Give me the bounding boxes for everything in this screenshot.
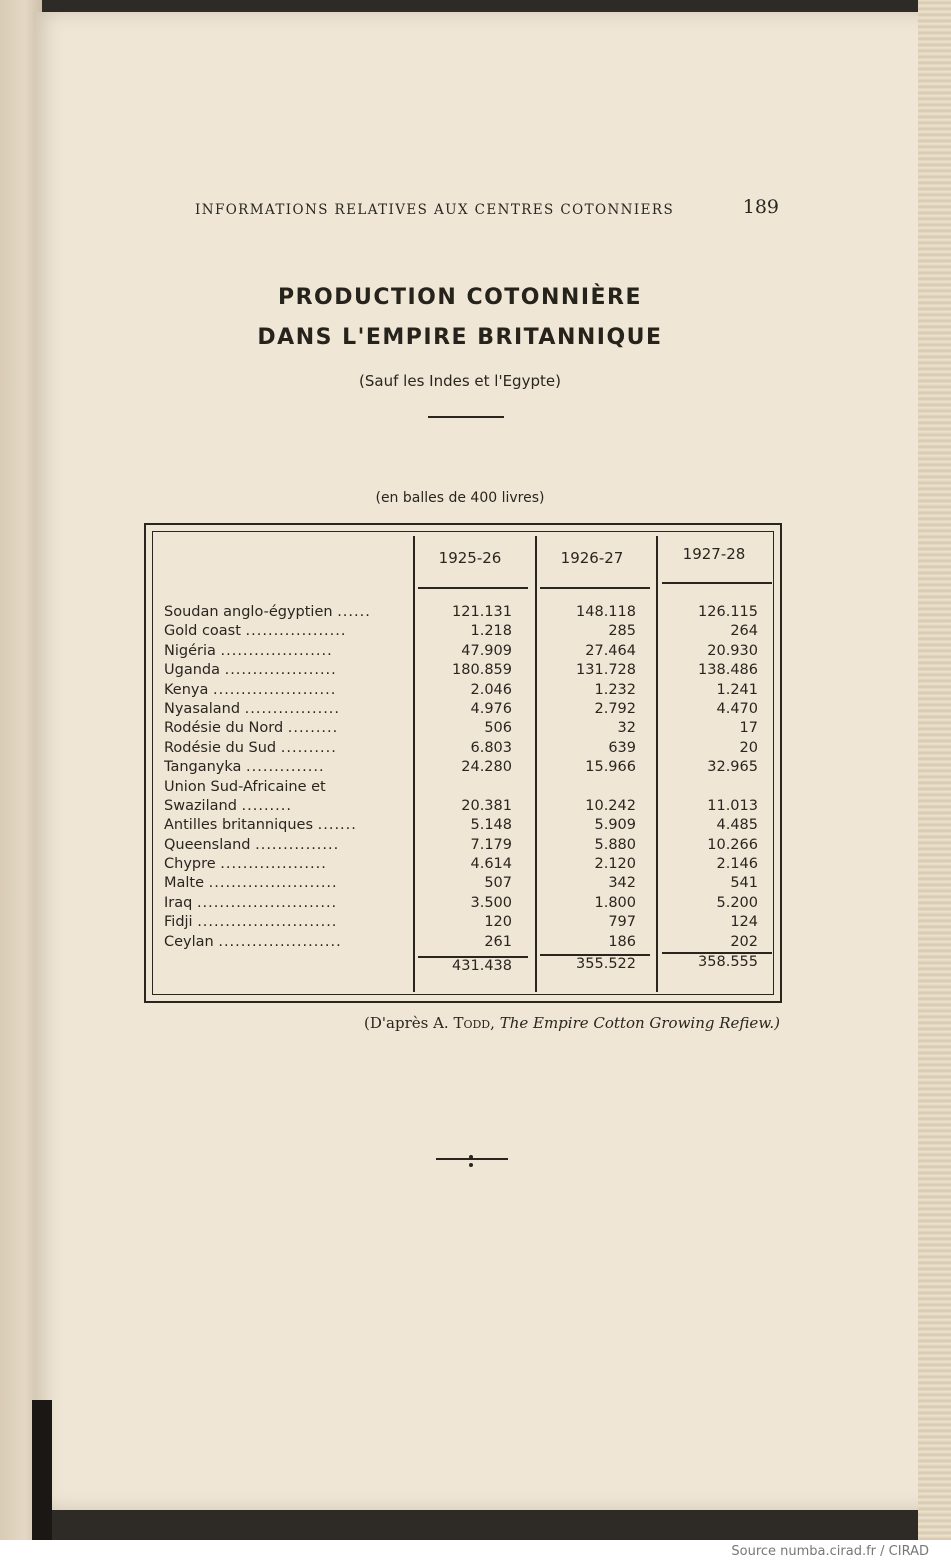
cell-1926-27: 2.120 <box>594 856 636 873</box>
cell-1925-26: 5.148 <box>470 817 512 834</box>
cell-1925-26: 47.909 <box>461 642 512 659</box>
cell-1926-27: 10.242 <box>585 797 636 814</box>
cell-1925-26: 6.803 <box>470 739 512 756</box>
row-label: Rodésie du Sud .......... <box>164 739 337 756</box>
cell-1925-26: 120 <box>484 914 512 931</box>
total-1925-26: 431.438 <box>452 958 512 974</box>
cell-1926-27: 285 <box>608 623 636 640</box>
cell-1926-27: 5.909 <box>594 817 636 834</box>
row-label: Malte ....................... <box>164 875 338 892</box>
row-label: Iraq ......................... <box>164 894 338 911</box>
row-label: Union Sud-Africaine et Swaziland ......... <box>164 778 326 814</box>
table-row <box>164 622 784 641</box>
column-header-1927-28: 1927-28 <box>682 545 746 563</box>
row-label: Kenya ...................... <box>164 681 337 698</box>
table-row <box>164 661 784 680</box>
cell-1926-27: 15.966 <box>585 759 636 776</box>
cell-1925-26: 2.046 <box>470 681 512 698</box>
column-header-1926-27: 1926-27 <box>560 549 624 567</box>
cell-1926-27: 639 <box>608 739 636 756</box>
table-row <box>164 913 784 932</box>
table-row <box>164 719 784 738</box>
cell-1927-28: 264 <box>730 623 758 640</box>
bookmark-ribbon <box>32 1400 52 1540</box>
cell-1926-27: 27.464 <box>585 642 636 659</box>
page-number: 189 <box>742 196 779 218</box>
source-citation <box>200 1014 780 1032</box>
row-label: Uganda .................... <box>164 662 337 679</box>
cell-1926-27: 2.792 <box>594 700 636 717</box>
cell-1925-26: 1.218 <box>470 623 512 640</box>
end-ornament-dot <box>469 1163 473 1167</box>
row-label: Nyasaland ................. <box>164 700 341 717</box>
table-row <box>164 816 784 835</box>
cell-1926-27: 5.880 <box>594 836 636 853</box>
table-row <box>164 778 784 817</box>
row-label: Fidji ......................... <box>164 914 338 931</box>
cell-1926-27: 148.118 <box>576 604 636 620</box>
end-ornament-dot <box>469 1155 473 1159</box>
row-label: Gold coast .................. <box>164 623 347 640</box>
table-row <box>164 758 784 777</box>
table-row <box>164 700 784 719</box>
source-publication: The Empire Cotton Growing Refiew.) <box>499 1014 780 1032</box>
title-line-1: PRODUCTION COTONNIÈRE <box>277 285 643 310</box>
cell-1926-27: 1.232 <box>594 681 636 698</box>
source-credit: Source numba.cirad.fr / CIRAD <box>731 1544 929 1559</box>
subtitle: (Sauf les Indes et l'Egypte) <box>359 372 561 390</box>
cell-1927-28: 11.013 <box>707 797 758 814</box>
cell-1927-28: 202 <box>730 933 758 950</box>
table-row <box>164 642 784 661</box>
cell-1925-26: 121.131 <box>452 604 512 620</box>
cell-1926-27: 32 <box>617 720 636 737</box>
total-1926-27: 355.522 <box>576 956 636 972</box>
cell-1927-28: 1.241 <box>716 681 758 698</box>
table-row <box>164 855 784 874</box>
table-row <box>164 681 784 700</box>
cell-1925-26: 4.976 <box>470 700 512 717</box>
table-row <box>164 836 784 855</box>
cell-1927-28: 126.115 <box>698 604 758 620</box>
source-prefix: (D'après A. <box>364 1014 449 1032</box>
cell-1926-27: 131.728 <box>576 662 636 679</box>
cell-1927-28: 541 <box>730 875 758 892</box>
cell-1927-28: 2.146 <box>716 856 758 873</box>
row-label: Chypre ................... <box>164 856 327 873</box>
cell-1925-26: 3.500 <box>470 894 512 911</box>
row-label: Nigéria .................... <box>164 642 333 659</box>
cell-1927-28: 4.470 <box>716 700 758 717</box>
header-underline <box>662 582 772 584</box>
column-header-1925-26: 1925-26 <box>438 549 502 567</box>
table-row <box>164 739 784 758</box>
cell-1925-26: 507 <box>484 875 512 892</box>
cell-1927-28: 5.200 <box>716 894 758 911</box>
total-1927-28: 358.555 <box>698 954 758 970</box>
cell-1925-26: 20.381 <box>461 797 512 814</box>
cell-1927-28: 10.266 <box>707 836 758 853</box>
cell-1927-28: 4.485 <box>716 817 758 834</box>
cell-1927-28: 20 <box>739 739 758 756</box>
cell-1925-26: 4.614 <box>470 856 512 873</box>
cell-1926-27: 186 <box>608 933 636 950</box>
row-label: Antilles britanniques ....... <box>164 817 357 834</box>
cell-1927-28: 20.930 <box>707 642 758 659</box>
cell-1926-27: 342 <box>608 875 636 892</box>
cell-1927-28: 138.486 <box>698 662 758 679</box>
cell-1925-26: 24.280 <box>461 759 512 776</box>
running-head: INFORMATIONS RELATIVES AUX CENTRES COTONNIERS <box>195 202 675 218</box>
title-divider <box>428 416 504 418</box>
table-body <box>164 603 784 952</box>
cell-1926-27: 797 <box>608 914 636 931</box>
right-page-edge <box>918 0 951 1540</box>
cell-1925-26: 180.859 <box>452 662 512 679</box>
cell-1927-28: 124 <box>730 914 758 931</box>
cell-1927-28: 32.965 <box>707 759 758 776</box>
row-label: Queensland ............... <box>164 836 340 853</box>
row-label: Rodésie du Nord ......... <box>164 720 339 737</box>
source-author: Todd, <box>453 1014 495 1032</box>
header-underline <box>418 587 528 589</box>
title-line-2: DANS L'EMPIRE BRITANNIQUE <box>257 325 663 350</box>
page-header <box>195 196 785 226</box>
cell-1925-26: 506 <box>484 720 512 737</box>
row-label: Tanganyka .............. <box>164 759 325 776</box>
cell-1925-26: 261 <box>484 933 512 950</box>
unit-note: (en balles de 400 livres) <box>375 490 545 506</box>
cell-1926-27: 1.800 <box>594 894 636 911</box>
row-label: Ceylan ...................... <box>164 933 342 950</box>
row-label: Soudan anglo-égyptien ...... <box>164 604 371 620</box>
table-row <box>164 933 784 952</box>
cell-1927-28: 17 <box>739 720 758 737</box>
table-row <box>164 894 784 913</box>
table-row <box>164 603 784 622</box>
cell-1925-26: 7.179 <box>470 836 512 853</box>
table-row <box>164 874 784 893</box>
header-underline <box>540 587 650 589</box>
